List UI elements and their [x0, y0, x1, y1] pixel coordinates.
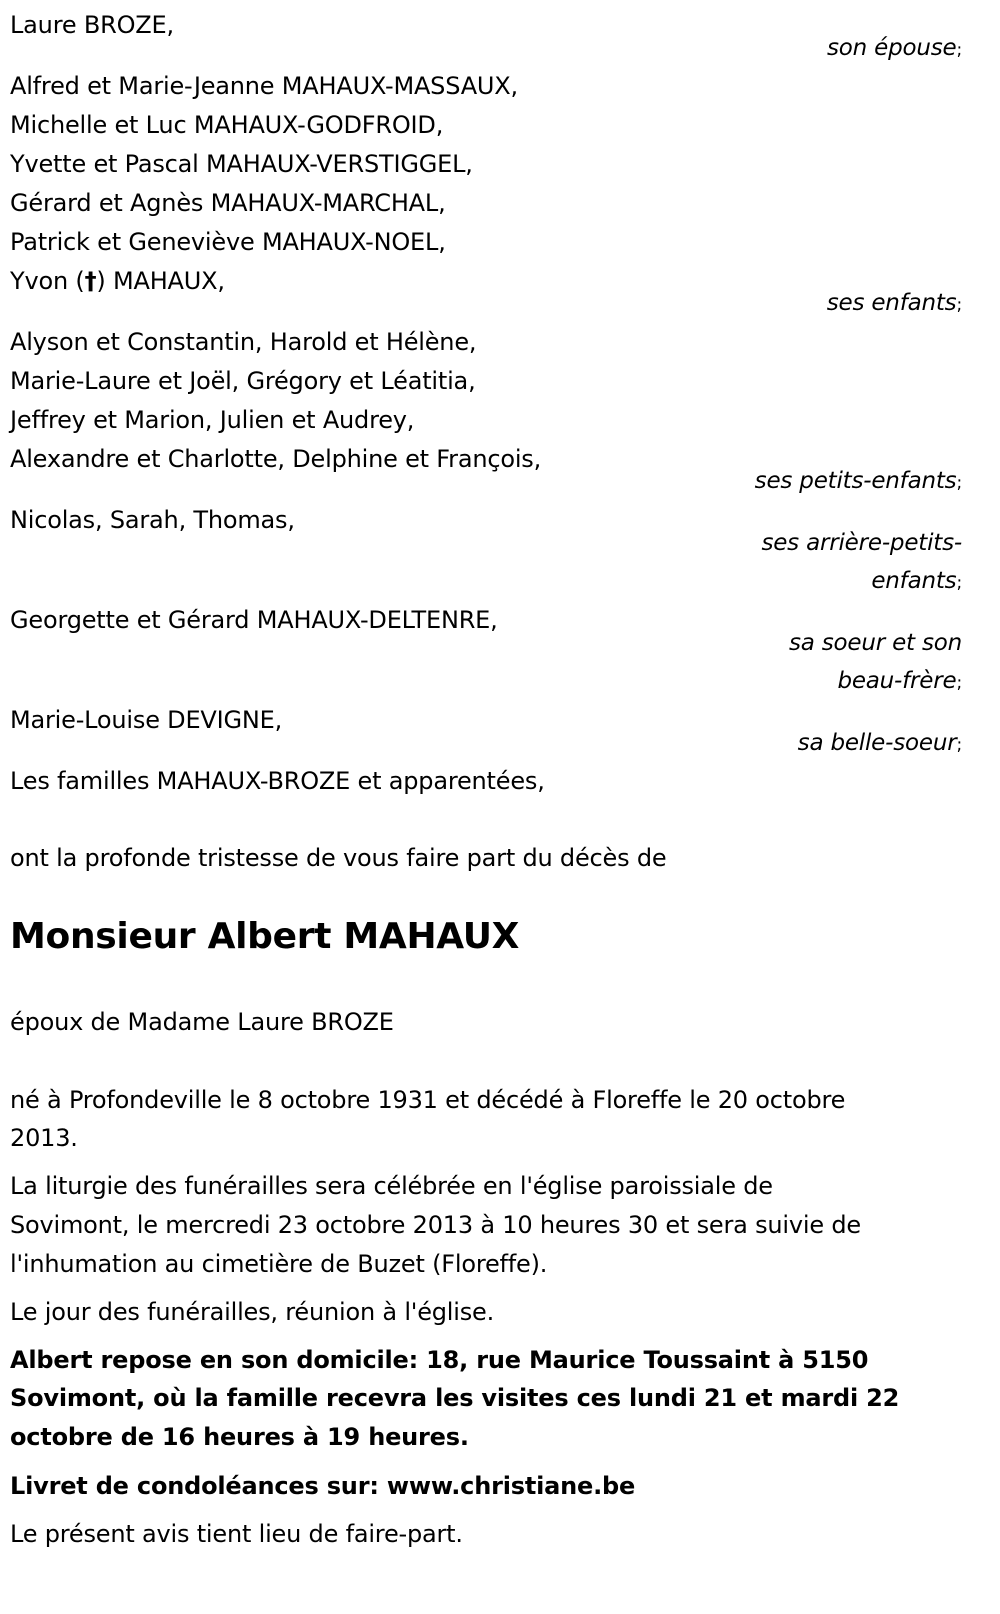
visitation-line: Sovimont, où la famille recevra les visites ces lundi 21 et mardi 22 — [10, 1384, 900, 1412]
child-name: Michelle et Luc MAHAUX-GODFROID, — [10, 111, 444, 139]
deceased-child-prefix: Yvon ( — [10, 267, 85, 295]
relation-sister-in-law — [798, 728, 962, 758]
relation-great-grandchildren-line2 — [871, 566, 962, 596]
child-name: Gérard et Agnès MAHAUX-MARCHAL, — [10, 189, 446, 217]
relation-sibling-line2 — [837, 666, 962, 696]
great-grandchildren-line: Nicolas, Sarah, Thomas, — [10, 506, 295, 534]
relation-great-grandchildren-line1: ses arrière-petits- — [761, 530, 962, 556]
relation-spouse-label: son épouse — [826, 35, 957, 61]
semicolon: ; — [956, 40, 962, 60]
spouse-name: Laure BROZE, — [10, 11, 174, 39]
liturgy-line: l'inhumation au cimetière de Buzet (Floreffe). — [10, 1250, 548, 1278]
relation-spouse — [827, 33, 962, 63]
notice-line: Le présent avis tient lieu de faire-part. — [10, 1520, 463, 1548]
grandchildren-line: Alexandre et Charlotte, Delphine et François, — [10, 445, 542, 473]
spouse-of-line: époux de Madame Laure BROZE — [10, 1008, 394, 1036]
grandchildren-line: Jeffrey et Marion, Julien et Audrey, — [10, 406, 415, 434]
semicolon: ; — [956, 573, 962, 593]
birth-death-line: né à Profondeville le 8 octobre 1931 et décédé à Floreffe le 20 octobre — [10, 1086, 846, 1114]
cross-icon: † — [84, 267, 97, 295]
meeting-line: Le jour des funérailles, réunion à l'église. — [10, 1298, 495, 1326]
semicolon: ; — [956, 673, 962, 693]
visitation-line: octobre de 16 heures à 19 heures. — [10, 1423, 469, 1451]
relation-sister-in-law-label: sa belle-soeur — [797, 730, 957, 756]
relation-sibling-line1: sa soeur et son — [788, 630, 962, 656]
deceased-child-suffix: ) MAHAUX, — [96, 267, 225, 295]
liturgy-line: La liturgie des funérailles sera célébrée en l'église paroissiale de — [10, 1172, 773, 1200]
visitation-line: Albert repose en son domicile: 18, rue Maurice Toussaint à 5150 — [10, 1346, 869, 1374]
child-name: Patrick et Geneviève MAHAUX-NOEL, — [10, 228, 446, 256]
grandchildren-line: Marie-Laure et Joël, Grégory et Léatitia, — [10, 367, 476, 395]
sibling-name: Georgette et Gérard MAHAUX-DELTENRE, — [10, 606, 498, 634]
condolences-line: Livret de condoléances sur: www.christiane.be — [10, 1472, 636, 1500]
families-line: Les familles MAHAUX-BROZE et apparentées, — [10, 767, 545, 795]
liturgy-line: Sovimont, le mercredi 23 octobre 2013 à 10 heures 30 et sera suivie de — [10, 1211, 861, 1239]
child-name: Alfred et Marie-Jeanne MAHAUX-MASSAUX, — [10, 72, 518, 100]
relation-children — [827, 288, 962, 318]
relation-great-grandchildren-label: enfants — [871, 568, 957, 594]
announcement-intro: ont la profonde tristesse de vous faire part du décès de — [10, 844, 667, 872]
birth-death-line: 2013. — [10, 1124, 78, 1152]
semicolon: ; — [956, 473, 962, 493]
deceased-name-title: Monsieur Albert MAHAUX — [10, 916, 520, 957]
grandchildren-line: Alyson et Constantin, Harold et Hélène, — [10, 328, 477, 356]
semicolon: ; — [956, 295, 962, 315]
child-name: Yvette et Pascal MAHAUX-VERSTIGGEL, — [10, 150, 473, 178]
relation-sibling-label: beau-frère — [837, 668, 957, 694]
semicolon: ; — [956, 735, 962, 755]
relation-children-label: ses enfants — [826, 290, 957, 316]
deceased-child-name — [10, 266, 225, 296]
relation-grandchildren-label: ses petits-enfants — [754, 468, 957, 494]
relation-grandchildren — [755, 466, 962, 496]
sister-in-law-name: Marie-Louise DEVIGNE, — [10, 706, 283, 734]
